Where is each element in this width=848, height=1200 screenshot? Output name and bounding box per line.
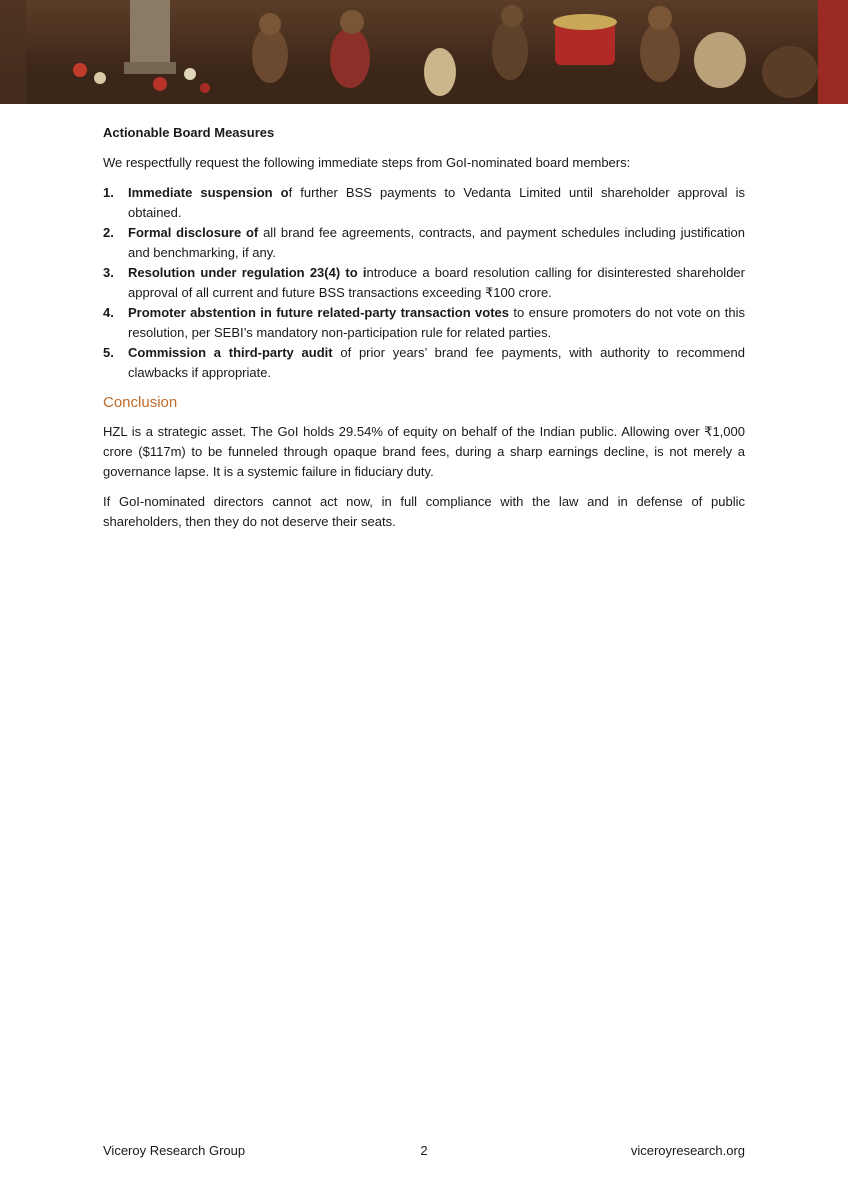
list-item	[103, 183, 745, 223]
painting-banner-image	[0, 0, 848, 104]
list-item	[103, 223, 745, 263]
list-item-bold: Resolution under regulation 23(4) to i	[128, 265, 367, 280]
list-item-bold: Formal disclosure of	[128, 225, 259, 240]
list-item	[103, 303, 745, 343]
list-item-bold: Commission a third-party audit	[128, 345, 333, 360]
footer-website: viceroyresearch.org	[630, 1143, 745, 1158]
list-item-number: 5.	[103, 345, 114, 360]
measures-list	[103, 183, 745, 383]
conclusion-paragraph-1: HZL is a strategic asset. The GoI holds 29.54% of equity on behalf of the Indian public. Allowing over ₹1,000 crore ($117m) to be funneled through opaque brand fees, during a sharp earnings decline, is not merely a governance lapse. It is a systemic failure in fiduciary duty.	[103, 424, 745, 479]
list-item-number: 1.	[103, 185, 114, 200]
conclusion-heading: Conclusion	[103, 394, 178, 411]
list-item-text: f further BSS payments to Vedanta Limited until shareholder approval is obtained.	[128, 185, 746, 220]
page-content	[103, 118, 745, 542]
list-item-bold: Promoter abstention in future related-party transaction votes	[128, 305, 509, 320]
page-footer	[103, 1141, 745, 1161]
painting-banner	[0, 0, 848, 104]
footer-organization: Viceroy Research Group	[103, 1143, 246, 1158]
list-item-text: all brand fee agreements, contracts, and payment schedules including justification and benchmarking, if any.	[128, 225, 745, 260]
footer-page-number: 2	[420, 1143, 428, 1158]
conclusion-paragraph-2: If GoI-nominated directors cannot act now, in full compliance with the law and in defense of public shareholders, then they do not deserve their seats.	[103, 494, 745, 529]
list-item-bold: Immediate suspension o	[128, 185, 289, 200]
list-item-text: to ensure promoters do not vote on this resolution, per SEBI’s mandatory non-participation rule for related parties.	[128, 305, 745, 340]
list-item	[103, 343, 745, 383]
list-item-text: of prior years’ brand fee payments, with authority to recommend clawbacks if appropriate.	[128, 345, 745, 380]
list-item-number: 2.	[103, 225, 114, 240]
list-item-number: 3.	[103, 265, 114, 280]
actionable-heading: Actionable Board Measures	[103, 125, 275, 140]
list-item-text: ntroduce a board resolution calling for disinterested shareholder approval of all current and future BSS transactions exceeding ₹100 crore.	[128, 265, 745, 300]
list-item-number: 4.	[103, 305, 114, 320]
list-item	[103, 263, 745, 303]
actionable-intro: We respectfully request the following immediate steps from GoI-nominated board members:	[103, 155, 631, 170]
